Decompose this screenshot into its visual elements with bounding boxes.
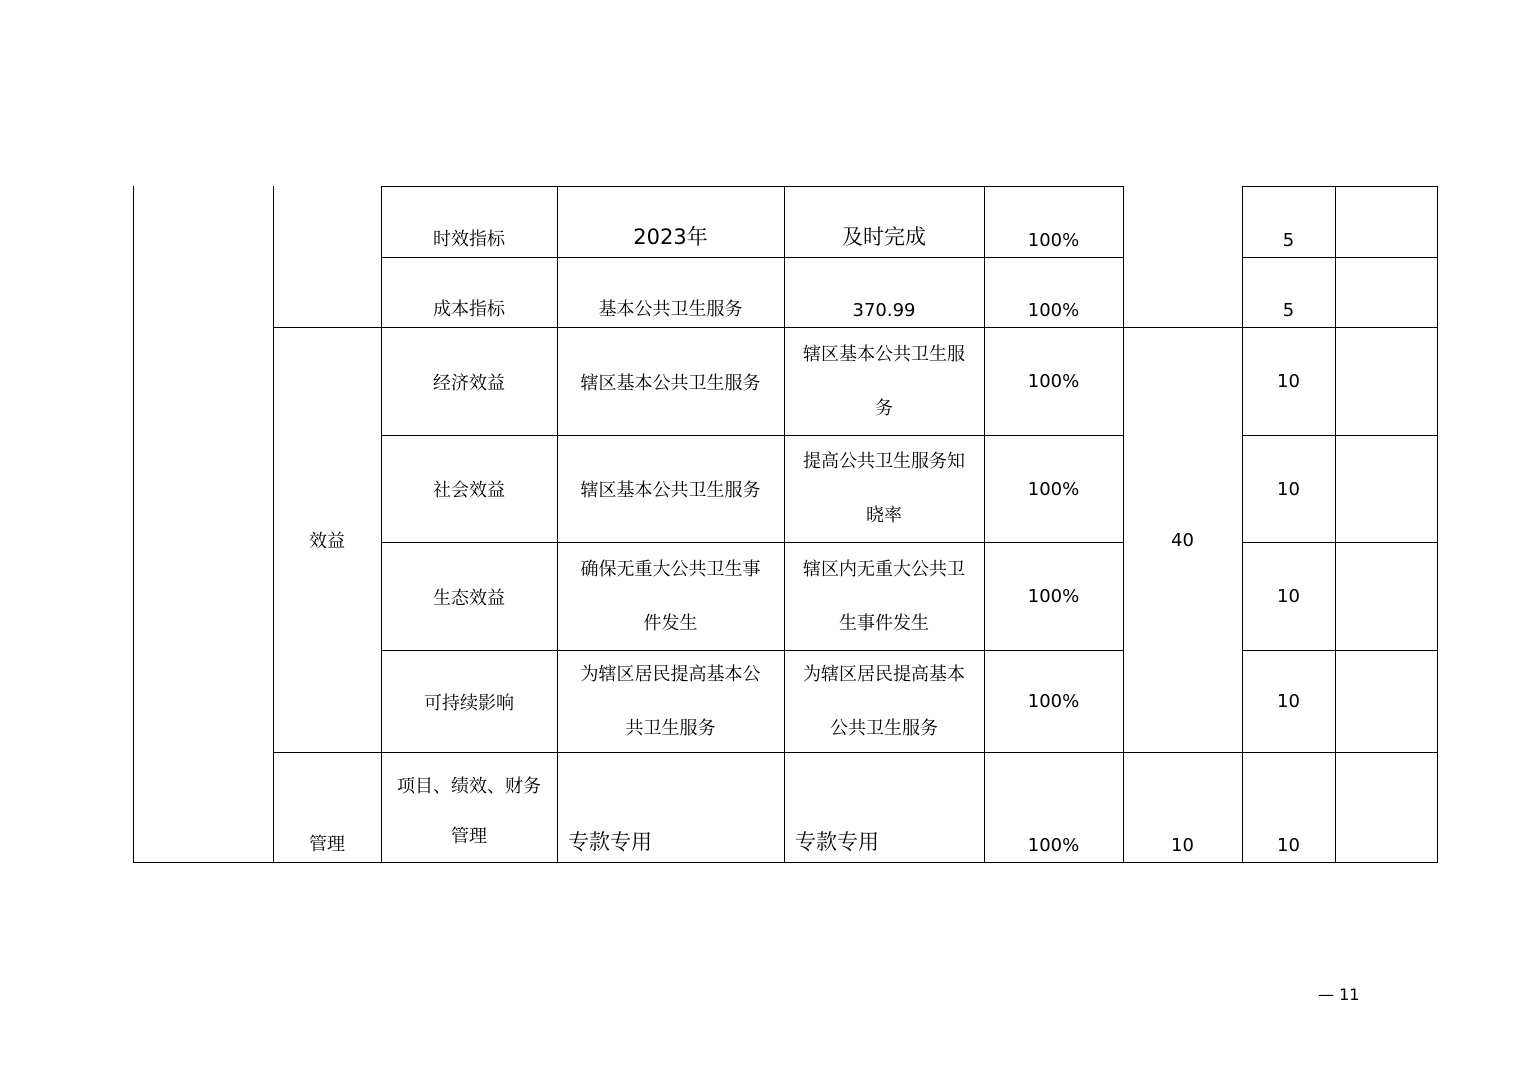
timeliness-indicator-cell	[381, 187, 557, 257]
benefit-row-rate	[984, 436, 1123, 542]
cell-text: 370.99	[852, 300, 916, 321]
timeliness-target-cell	[557, 187, 784, 257]
cell-text: 时效指标	[433, 229, 505, 250]
cell-text: 10	[1277, 586, 1300, 607]
benefit-row-score	[1242, 436, 1335, 542]
cell-text: 5	[1282, 230, 1295, 251]
benefit-row-standard	[784, 436, 984, 542]
cost-indicator-cell	[381, 258, 557, 327]
cell-text: 项目、绩效、财务	[397, 775, 541, 797]
benefit-row-standard	[784, 328, 984, 435]
cell-text: 100%	[1027, 478, 1080, 500]
cell-text: 公共卫生服务	[830, 717, 938, 739]
benefit-row-indicator	[381, 328, 557, 435]
cost-rate-cell	[984, 258, 1123, 327]
cell-text: 社会效益	[433, 480, 505, 501]
benefit-row-target	[557, 543, 784, 650]
cell-text: 100%	[1027, 835, 1080, 856]
cell-text: 10	[1171, 835, 1194, 856]
cell-text: 10	[1277, 835, 1300, 856]
management-category-cell	[273, 753, 381, 862]
cell-text: 10	[1277, 371, 1300, 392]
cell-text: 务	[875, 397, 893, 419]
page-number: — 11	[1318, 985, 1360, 1004]
management-indicator-cell	[381, 753, 557, 862]
management-standard-cell	[784, 753, 984, 862]
cell-text: 5	[1282, 300, 1295, 321]
cell-text: 辖区基本公共卫生服	[803, 343, 965, 365]
timeliness-standard-cell	[784, 187, 984, 257]
cell-text: 40	[1171, 529, 1194, 551]
benefit-row-indicator	[381, 651, 557, 752]
management-rate-cell	[984, 753, 1123, 862]
benefit-row-indicator	[381, 436, 557, 542]
timeliness-score-cell	[1242, 187, 1335, 257]
cell-text: 件发生	[643, 612, 698, 634]
cell-text: 确保无重大公共卫生事	[580, 558, 761, 580]
timeliness-rate-cell	[984, 187, 1123, 257]
cell-text: 专款专用	[795, 830, 879, 854]
benefit-row-score	[1242, 543, 1335, 650]
cell-text: 提高公共卫生服务知	[803, 451, 965, 472]
cell-text: 效益	[309, 531, 345, 552]
cell-text: 100%	[1027, 371, 1080, 392]
management-weight-cell	[1123, 753, 1242, 862]
cell-text: 辖区内无重大公共卫	[803, 558, 965, 580]
cell-text: 管理	[309, 834, 345, 855]
cell-text: 10	[1277, 691, 1300, 712]
cell-text: 为辖区居民提高基本	[803, 663, 965, 685]
cost-score-cell	[1242, 258, 1335, 327]
benefit-row-target	[557, 651, 784, 752]
benefit-weight-cell	[1123, 328, 1242, 752]
cell-text: 10	[1277, 478, 1300, 500]
cell-text: 管理	[451, 825, 487, 847]
grid-line	[133, 186, 134, 863]
cell-text: 经济效益	[433, 372, 505, 394]
grid-line	[1437, 186, 1438, 863]
benefit-row-rate	[984, 328, 1123, 435]
grid-line	[1335, 186, 1336, 863]
benefit-row-rate	[984, 543, 1123, 650]
benefit-row-standard	[784, 651, 984, 752]
management-score-cell	[1242, 753, 1335, 862]
cost-standard-cell	[784, 258, 984, 327]
management-target-cell	[557, 753, 784, 862]
benefit-row-indicator	[381, 543, 557, 650]
benefit-row-rate	[984, 651, 1123, 752]
cell-text: 可持续影响	[424, 692, 514, 714]
cell-text: 100%	[1027, 691, 1080, 712]
benefit-row-score	[1242, 328, 1335, 435]
cell-text: 100%	[1027, 230, 1080, 251]
cell-text: 辖区基本公共卫生服务	[580, 480, 761, 501]
benefit-row-target	[557, 328, 784, 435]
cell-text: 基本公共卫生服务	[598, 299, 743, 320]
cell-text: 生态效益	[433, 587, 505, 609]
cell-text: 成本指标	[433, 299, 505, 320]
benefit-row-standard	[784, 543, 984, 650]
benefit-row-score	[1242, 651, 1335, 752]
cell-text: 100%	[1027, 586, 1080, 607]
benefit-category-cell	[273, 328, 381, 752]
cell-text: 100%	[1027, 300, 1080, 321]
benefit-row-target	[557, 436, 784, 542]
cell-text: 为辖区居民提高基本公	[580, 663, 761, 685]
cell-text: 生事件发生	[839, 612, 929, 634]
cell-text: 及时完成	[842, 225, 926, 249]
cell-text: 2023年	[633, 225, 708, 249]
cell-text: 共卫生服务	[625, 717, 716, 739]
cell-text: 晓率	[866, 505, 902, 526]
cost-target-cell	[557, 258, 784, 327]
cell-text: 辖区基本公共卫生服务	[580, 372, 761, 394]
cell-text: 专款专用	[568, 830, 652, 854]
